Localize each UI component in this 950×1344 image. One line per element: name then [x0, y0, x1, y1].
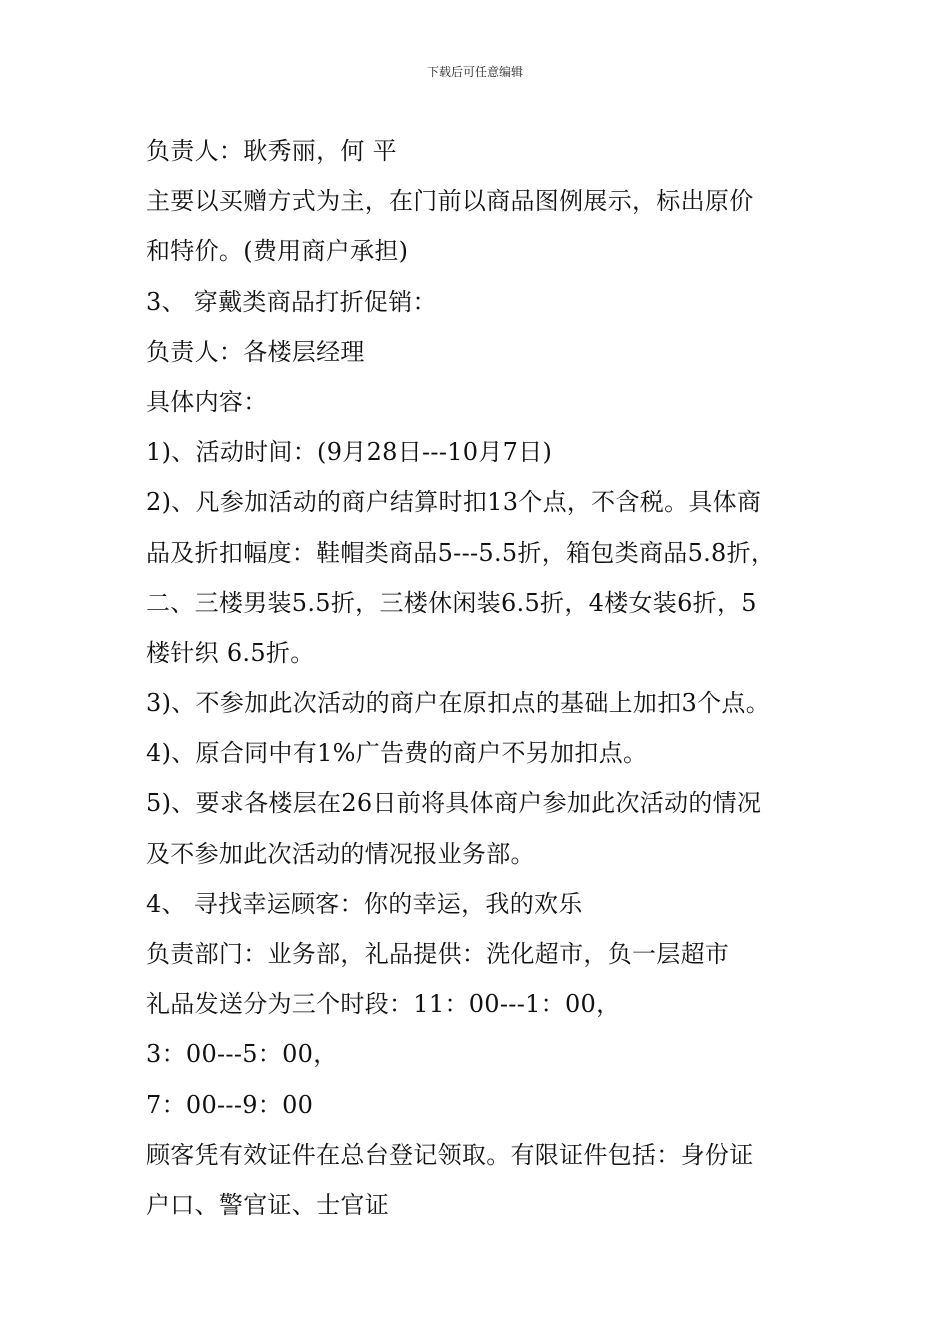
text-line: 户口、警官证、士官证 — [146, 1190, 389, 1219]
list-item: 3)、不参加此次活动的商户在原扣点的基础上加扣3个点。 — [146, 689, 771, 718]
text-line: 品及折扣幅度：鞋帽类商品5---5.5折，箱包类商品5.8折， — [146, 538, 776, 567]
text-line: 3：00---5：00， — [146, 1040, 338, 1069]
section-heading: 4、 寻找幸运顾客：你的幸运，我的欢乐 — [146, 889, 583, 918]
text-line: 7：00---9：00 — [146, 1090, 314, 1119]
text-line: 和特价。(费用商户承担) — [146, 237, 409, 266]
document-body — [146, 126, 836, 1230]
text-line: 负责人：各楼层经理 — [146, 337, 365, 366]
text-line: 二、三楼男装5.5折，三楼休闲装6.5折，4楼女装6折，5 — [146, 588, 757, 617]
list-item: 4)、原合同中有1%广告费的商户不另加扣点。 — [146, 739, 648, 768]
text-line: 负责人：耿秀丽，何 平 — [146, 137, 397, 165]
text-line: 及不参加此次活动的情况报业务部。 — [146, 839, 535, 868]
section-heading: 3、 穿戴类商品打折促销： — [146, 287, 437, 316]
text-line: 礼品发送分为三个时段：11：00---1：00， — [146, 990, 621, 1019]
text-line: 主要以买赠方式为主，在门前以商品图例展示，标出原价 — [146, 187, 754, 216]
text-line: 负责部门：业务部，礼品提供：洗化超市，负一层超市 — [146, 940, 730, 968]
page-header-note: 下载后可任意编辑 — [426, 65, 523, 79]
list-item: 2)、凡参加活动的商户结算时扣13个点，不含税。具体商 — [146, 488, 762, 517]
text-line: 具体内容： — [146, 387, 268, 416]
list-item: 5)、要求各楼层在26日前将具体商户参加此次活动的情况 — [146, 789, 762, 818]
list-item: 1)、活动时间：(9月28日---10月7日) — [146, 438, 553, 467]
text-line: 顾客凭有效证件在总台登记领取。有限证件包括：身份证 — [146, 1140, 754, 1169]
text-line: 楼针织 6.5折。 — [146, 638, 315, 667]
